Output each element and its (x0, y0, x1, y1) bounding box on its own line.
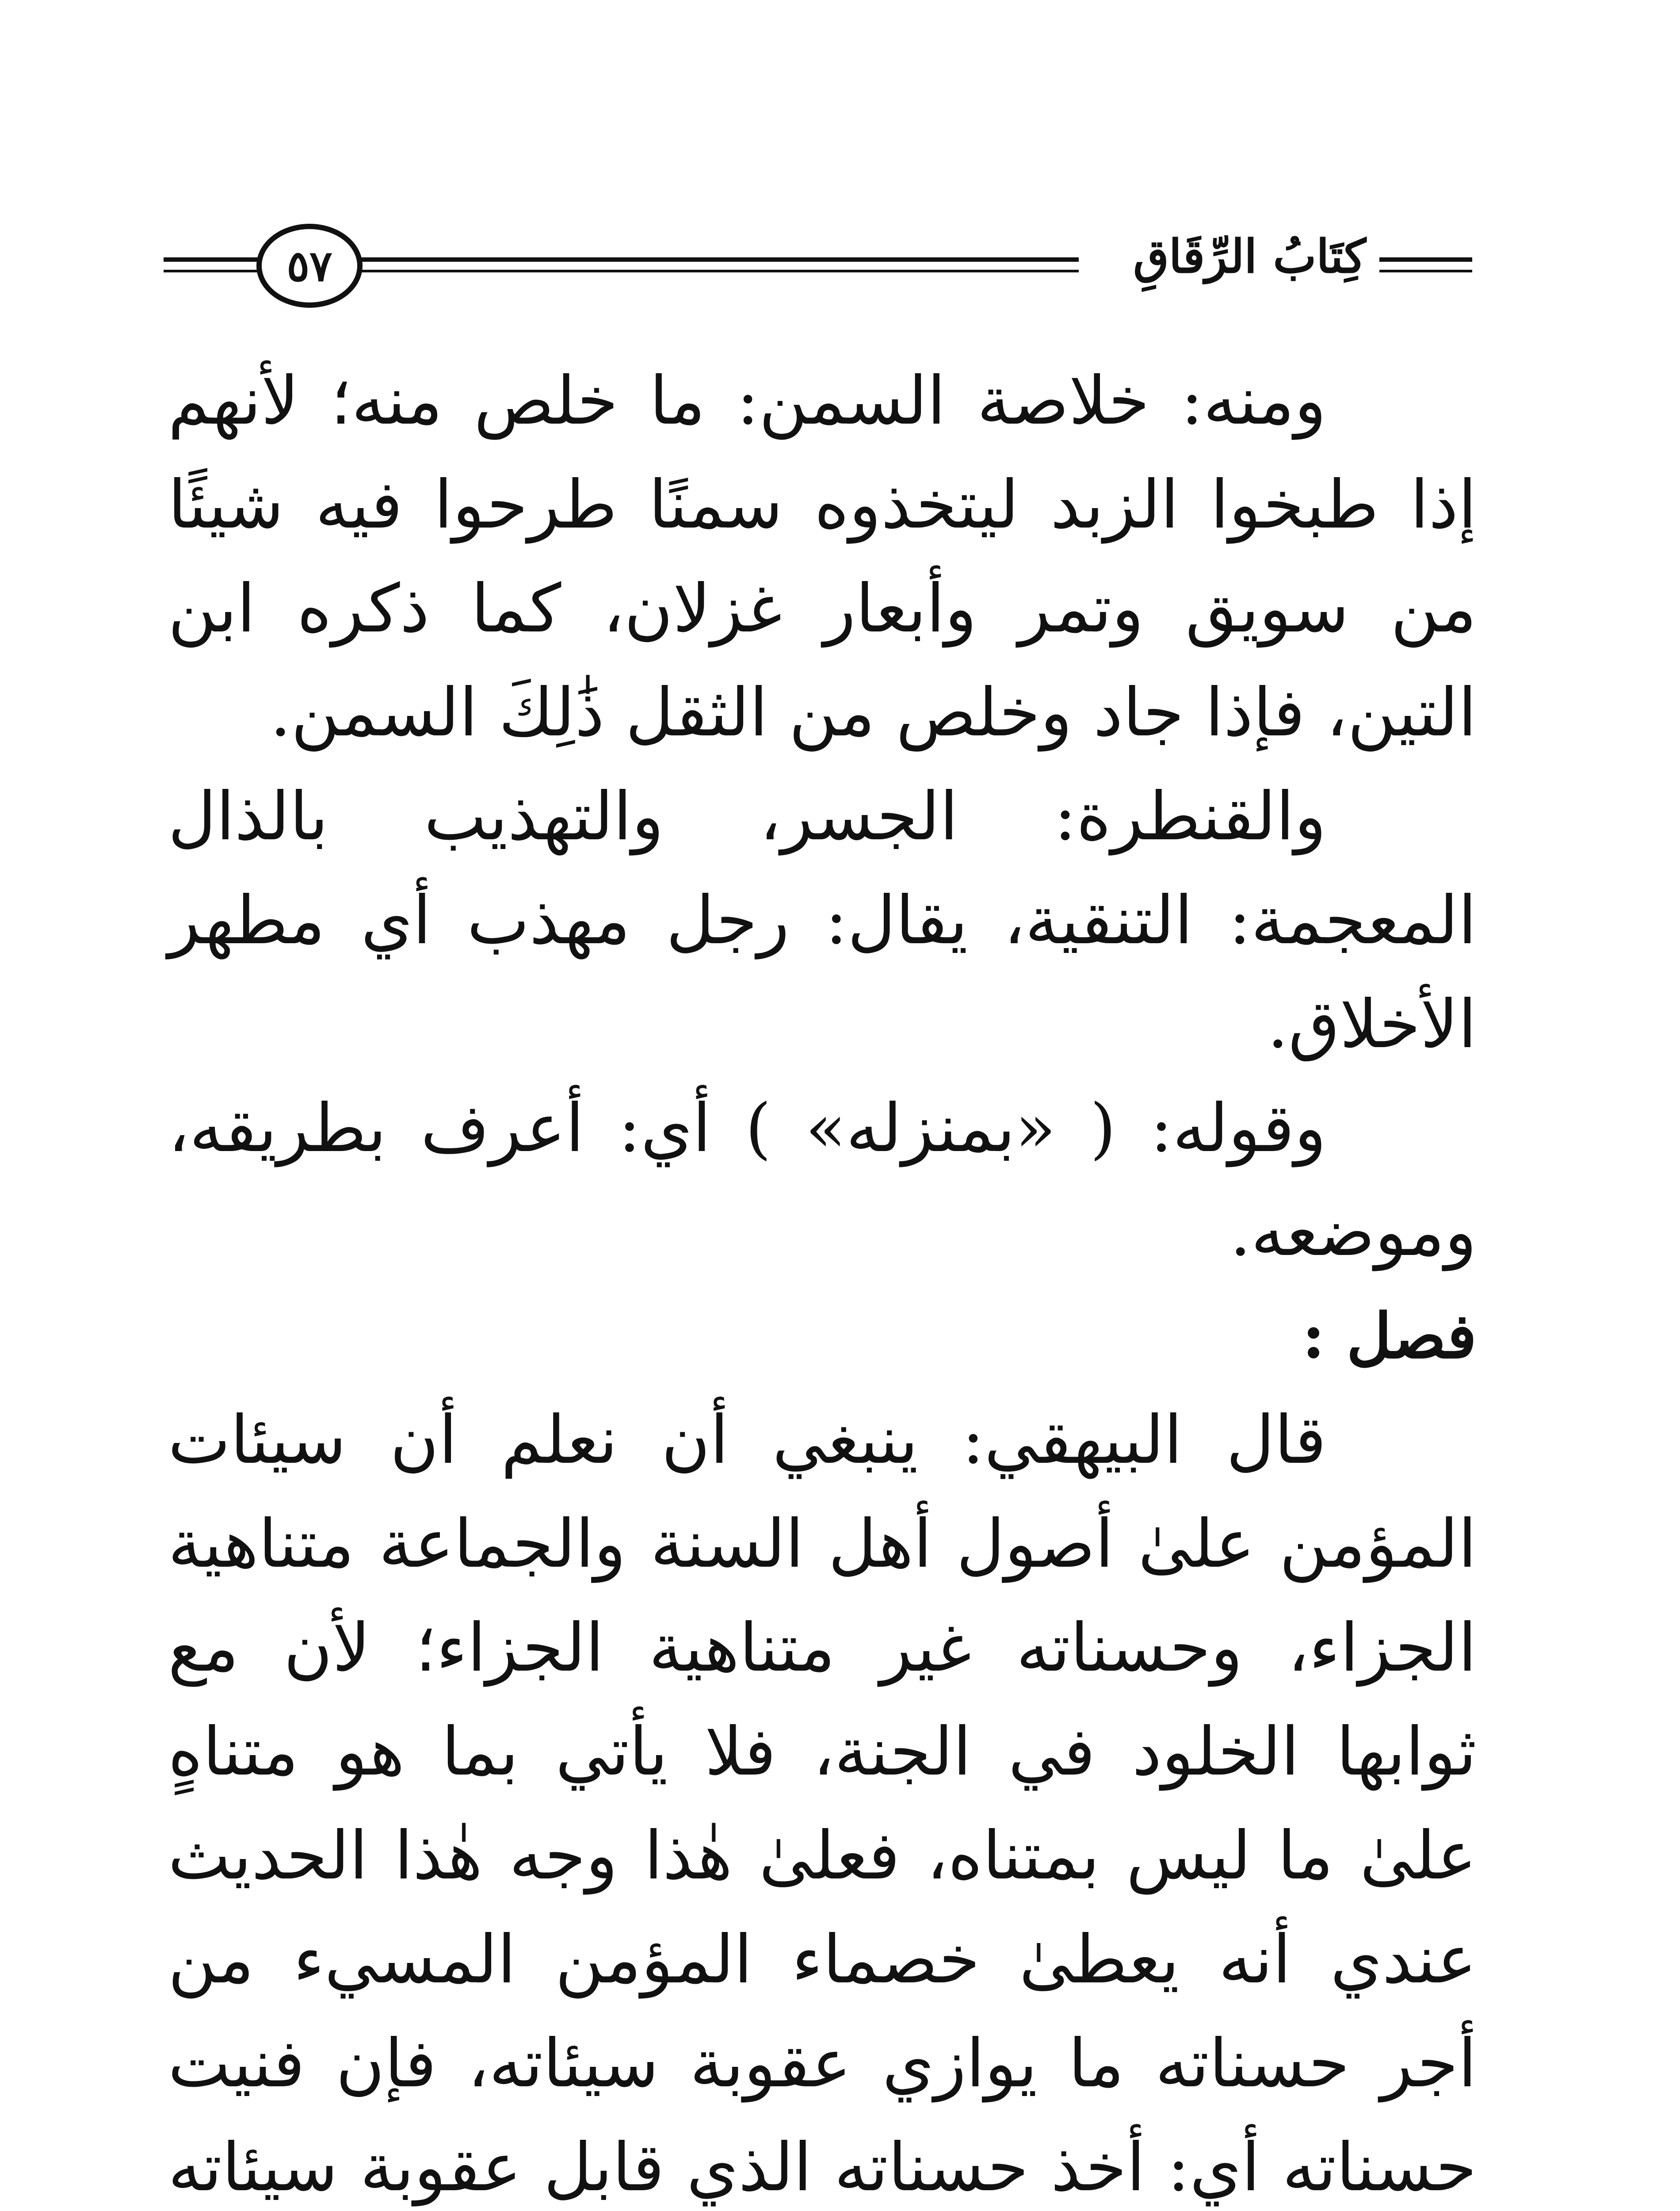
section-heading: فصل : (1302, 1300, 1477, 1373)
paragraph: ومنه: خلاصة السمن: ما خلص منه؛ لأنهم إذا طبخوا الزبد ليتخذوه سمنًا طرحوا فيه شيئًا من سويق وتمر وأبعار غزلان، كما ذكره ابن التين، فإذا جاد وخلص من الثقل ذَٰلِكَ السمن. (168, 363, 1477, 751)
header-rule (164, 270, 270, 272)
running-title: كِتَابُ الرِّقَاقِ (1133, 229, 1366, 283)
header-rule (1379, 257, 1472, 262)
paragraph: والقنطرة: الجسر، والتهذيب بالذال المعجمة: التنقية، يقال: رجل مهذب أي مطهر الأخلاق. (168, 778, 1477, 1063)
paragraph: وقوله: ( «بمنزله» ) أي: أعرف بطريقه، وموضعه. (168, 1090, 1477, 1271)
header-rule (1379, 270, 1472, 272)
running-header (164, 208, 1472, 314)
main-text (168, 349, 1477, 2211)
page-number: ٥٧ (256, 224, 363, 308)
header-rule (349, 270, 1079, 272)
paragraph (168, 1389, 1477, 2211)
header-rule (164, 257, 270, 262)
paragraph-text: قال البيهقي: ينبغي أن نعلم أن سيئات المؤمن علىٰ أصول أهل السنة والجماعة متناهية الجزاء، وحسناته غير متناهية الجزاء؛ لأن مع ثوابها الخلود في الجنة، فلا يأتي بما هو متناهٍ علىٰ ما ليس بمتناه، فعلىٰ هٰذا وجه هٰذا الحديث عندي أنه يعطىٰ خصماء المؤمن المسيء من أجر حسناته ما يوازي عقوبة سيئاته، فإن فنيت حسناته أي: أخذ حسناته الذي قابل عقوبة سيئاته (168, 1402, 1477, 2206)
header-rule (349, 257, 1079, 262)
